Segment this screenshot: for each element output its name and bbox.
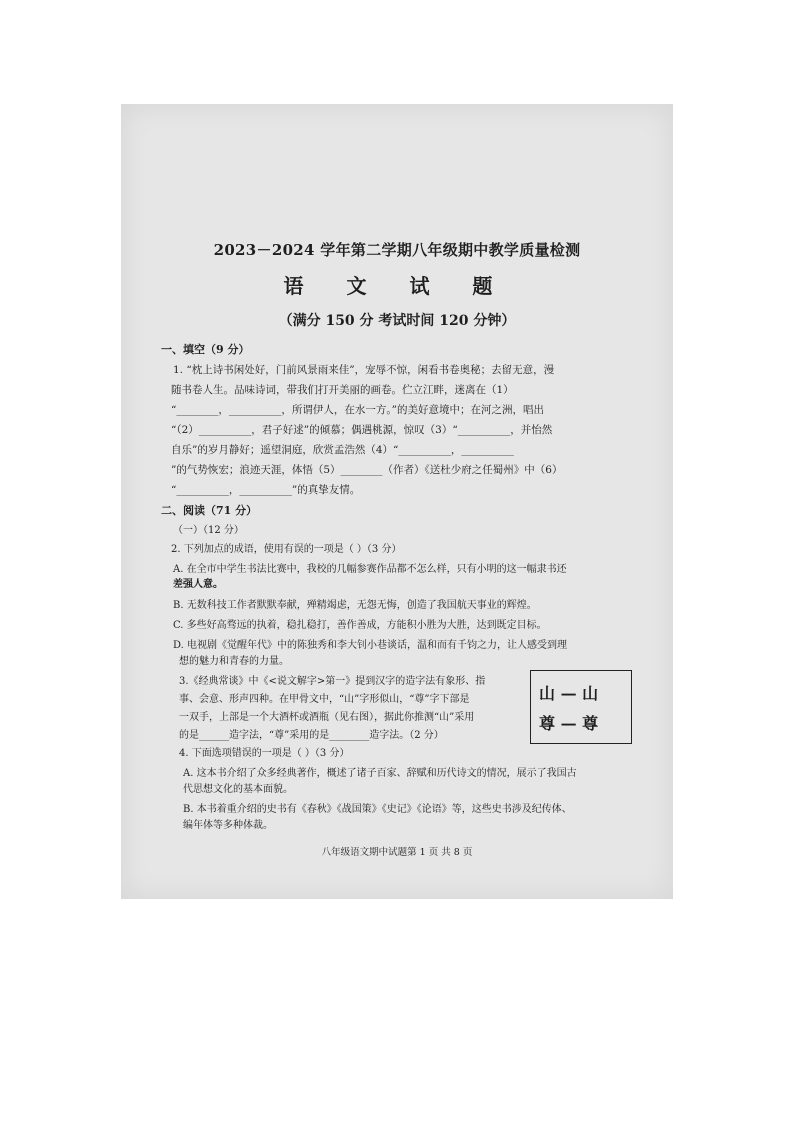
figure-row-zun: 尊 — 尊 — [539, 714, 599, 733]
q2-option-c: C. 多些好高骛远的执着，稳扎稳打，善作善成，方能积小胜为大胜，达到既定目标。 — [173, 620, 547, 631]
section1-line: ”的气势恢宏；浪迹天涯，体悟（5）________（作者）《送杜少府之任蜀州》中（6） — [171, 464, 563, 476]
exam-page-photo — [121, 104, 673, 899]
q4-option-b: B. 本书着重介绍的史书有《春秋》《战国策》《史记》《论语》等，这些史书涉及纪传体、 — [183, 804, 572, 815]
q4-option-b-cont: 编年体等多种体裁。 — [183, 820, 273, 831]
q3-line: 的是______造字法，“尊”采用的是________造字法。（2 分） — [179, 730, 444, 741]
q2-option-a-cont: 差强人意。 — [173, 579, 223, 590]
page-footer: 八年级语文期中试题第 1 页 共 8 页 — [321, 847, 473, 858]
q2-option-d-cont: 想的魅力和青春的力量。 — [179, 656, 289, 667]
q3-line: 一双手，上部是一个大酒杯或酒瓶（见右图），据此你推测“山”采用 — [179, 712, 475, 723]
q2-stem: 2. 下列加点的成语，使用有误的一项是（ ）（3 分） — [171, 544, 402, 555]
section1-heading: 一、填空（9 分） — [161, 343, 250, 356]
q4-option-a: A. 这本书介绍了众多经典著作，概述了诸子百家、辞赋和历代诗文的情况，展示了我国古 — [183, 768, 577, 779]
section1-line: 随书卷人生。品味诗词，带我们打开美丽的画卷。伫立江畔，迷离在（1） — [171, 384, 514, 396]
section1-line: “__________，__________”的真挚友情。 — [171, 484, 361, 496]
q3-line: 3.《经典常谈》中《<说文解字>第一》提到汉字的造字法有象形、指 — [179, 676, 486, 687]
exam-subtitle: 语 文 试 题 — [283, 274, 511, 298]
score-time-line: （满分 150 分 考试时间 120 分钟） — [278, 313, 516, 329]
section2-sub: （一）（12 分） — [173, 525, 244, 536]
q2-option-d: D. 电视剧《觉醒年代》中的陈独秀和李大钊小巷谈话，温和而有千钧之力，让人感受到理 — [173, 640, 568, 651]
figure-row-shan: 山 — 山 — [539, 684, 599, 703]
section1-line: “________，__________，所谓伊人，在水一方。”的美好意境中；在河之洲，唱出 — [171, 404, 544, 416]
section1-line: “（2）__________，君子好逑”的倾慕；偶遇桃源，惊叹（3）“__________，并怡然 — [171, 424, 553, 436]
q3-line: 事、会意、形声四种。在甲骨文中，“山”字形似山，“尊”字下部是 — [179, 694, 470, 705]
section1-line: 1. “枕上诗书闲处好，门前风景雨来佳”，宠辱不惊，闲看书卷奥秘；去留无意，漫 — [173, 364, 555, 376]
q4-option-a-cont: 代思想文化的基本面貌。 — [183, 784, 293, 795]
q4-stem: 4. 下面选项错误的一项是（ ）（3 分） — [179, 748, 350, 759]
exam-title: 2023－2024 学年第二学期八年级期中教学质量检测 — [213, 241, 581, 259]
section2-heading: 二、阅读（71 分） — [161, 504, 258, 517]
oracle-bone-figure — [530, 670, 632, 744]
q2-option-b: B. 无数科技工作者默默奉献，殚精竭虑，无怨无悔，创造了我国航天事业的辉煌。 — [173, 600, 537, 611]
q2-option-a: A. 在全市中学生书法比赛中，我校的几幅参赛作品都不怎么样，只有小明的这一幅隶书还 — [173, 564, 567, 575]
section1-line: 自乐”的岁月静好；遥望洞庭，欣赏孟浩然（4）“__________，__________ — [171, 444, 514, 456]
